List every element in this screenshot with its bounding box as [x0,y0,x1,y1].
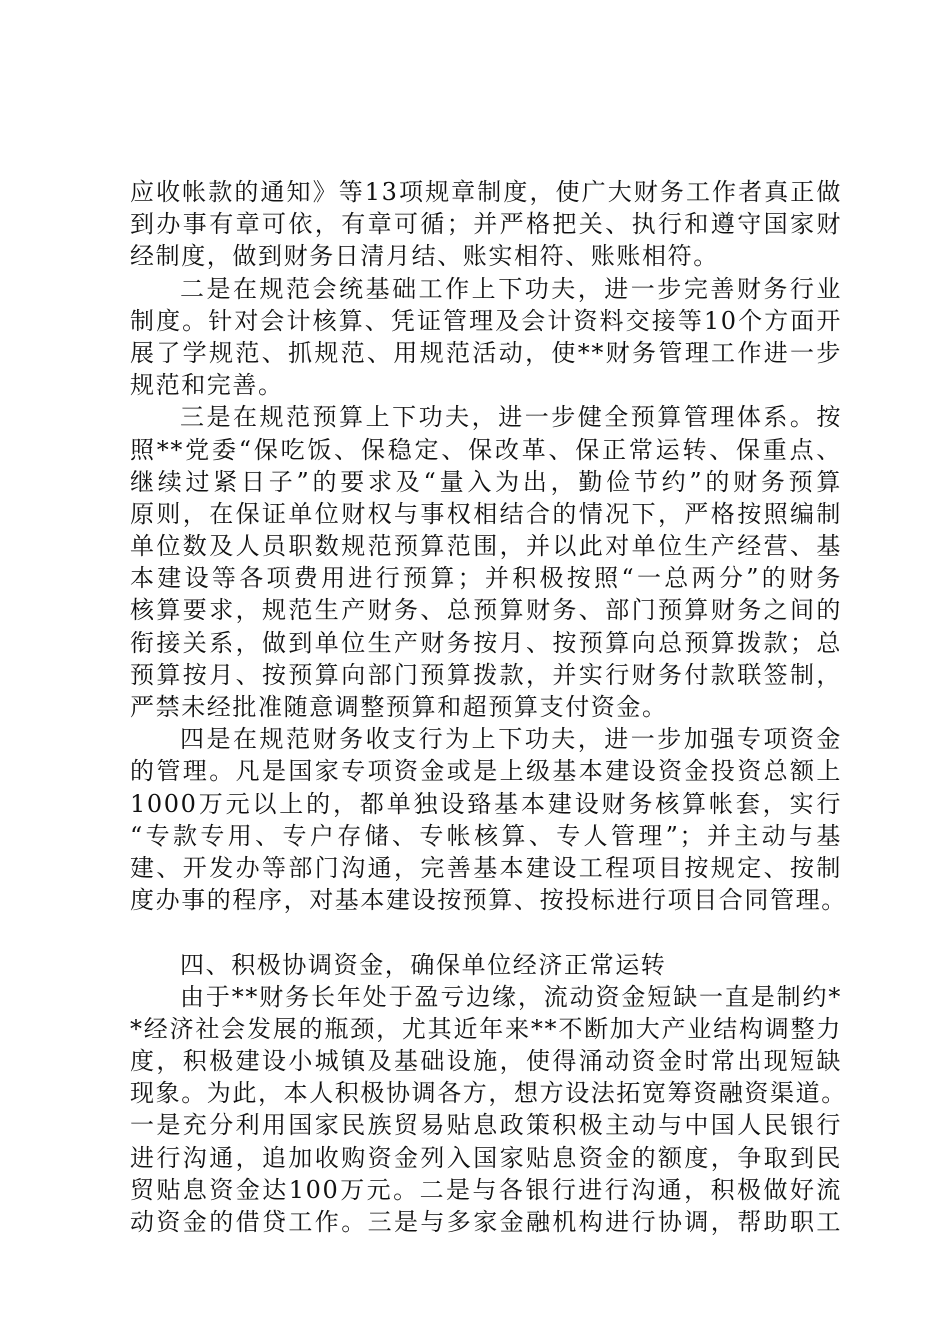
paragraph-continued [130,176,842,273]
text-line: 贸贴息资金达100万元。二是与各银行进行沟通，积极做好流 [130,1175,842,1204]
text-line: 规范和完善。 [130,371,284,400]
heading-line: 四、积极协调资金，确保单位经济正常运转 [180,950,667,979]
section-heading [130,949,842,981]
text-line: 现象。为此，本人积极协调各方，想方设法拓宽筹资融资渠道。 [130,1079,847,1108]
text-line: 由于**财务长年处于盈亏边缘，流动资金短缺一直是制约* [180,982,842,1011]
text-line: 制度。针对会计核算、凭证管理及会计资料交接等10个方面开 [130,306,842,335]
text-line: 三是在规范预算上下功夫，进一步健全预算管理体系。按 [180,403,842,432]
document-body [130,176,847,1238]
text-line: 经制度，做到财务日清月结、账实相符、账账相符。 [130,242,719,271]
text-line: 建、开发办等部门沟通，完善基本建设工程项目按规定、按制 [130,853,842,882]
text-line: 严禁未经批准随意调整预算和超预算支付资金。 [130,693,668,721]
text-line: 应收帐款的通知》等13项规章制度，使广大财务工作者真正做 [130,178,842,206]
text-line: 衔接关系，做到单位生产财务按月、按预算向总预算拨款；总 [130,628,842,657]
text-line: 动资金的借贷工作。三是与多家金融机构进行协调，帮助职工 [130,1208,842,1236]
paragraph-funds [130,981,847,1239]
paragraph-two [130,273,842,402]
text-line: 本建设等各项费用进行预算；并积极按照“一总两分”的财务 [130,564,842,593]
text-line: 展了学规范、抓规范、用规范活动，使**财务管理工作进一步 [130,338,842,367]
text-line: 单位数及人员职数规范预算范围，并以此对单位生产经营、基 [130,532,842,561]
text-line: “专款专用、专户存储、专帐核算、专人管理”；并主动与基 [130,821,842,850]
text-line: 继续过紧日子”的要求及“量入为出，勤俭节约”的财务预算 [130,467,842,496]
text-line: 原则，在保证单位财权与事权相结合的情况下，严格按照编制 [130,499,842,528]
text-line: 到办事有章可依，有章可循；并严格把关、执行和遵守国家财 [130,210,842,239]
text-line: 一是充分利用国家民族贸易贴息政策积极主动与中国人民银行 [130,1111,842,1140]
text-line: 照**党委“保吃饭、保稳定、保改革、保正常运转、保重点、 [130,435,842,464]
text-line: 1000万元以上的，都单独设臵基本建设财务核算帐套，实行 [130,789,842,818]
text-line: 进行沟通，追加收购资金列入国家贴息资金的额度，争取到民 [130,1143,842,1172]
paragraph-four [130,723,847,916]
paragraph-spacer [130,916,842,948]
text-line: 预算按月、按预算向部门预算拨款，并实行财务付款联签制， [130,660,842,689]
text-line: 二是在规范会统基础工作上下功夫，进一步完善财务行业 [180,274,842,303]
paragraph-three [130,401,842,723]
text-line: 度，积极建设小城镇及基础设施，使得涌动资金时常出现短缺 [130,1047,842,1076]
text-line: 四是在规范财务收支行为上下功夫，进一步加强专项资金 [180,725,842,754]
text-line: 度办事的程序，对基本建设按预算、按投标进行项目合同管理。 [130,886,847,915]
text-line: 核算要求，规范生产财务、总预算财务、部门预算财务之间的 [130,596,842,625]
text-line: 的管理。凡是国家专项资金或是上级基本建设资金投资总额上 [130,757,842,786]
text-line: *经济社会发展的瓶颈，尤其近年来**不断加大产业结构调整力 [130,1014,842,1043]
